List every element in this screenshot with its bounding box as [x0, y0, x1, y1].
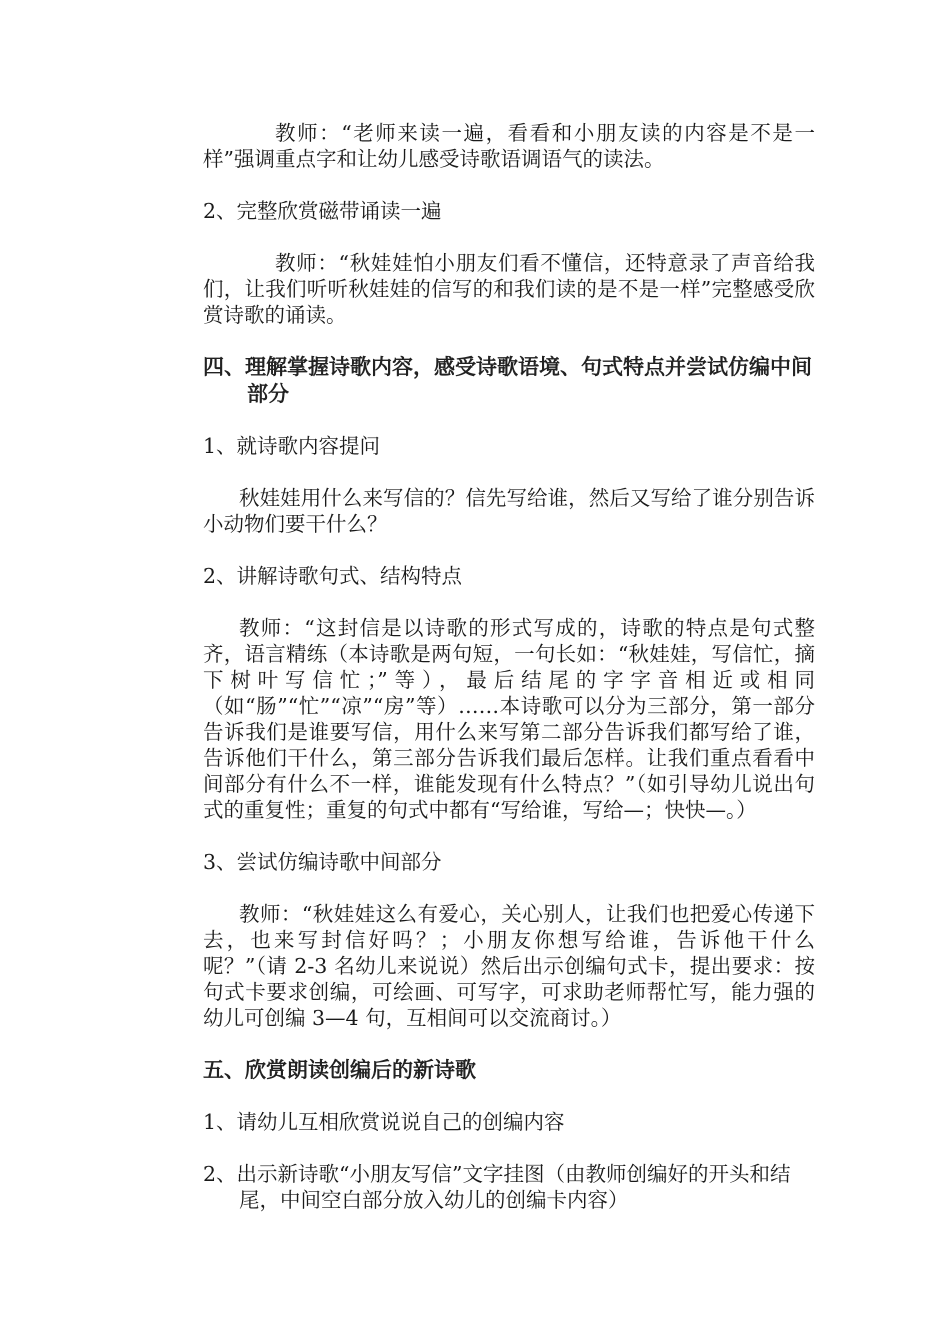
document-page: [203, 120, 815, 1239]
teacher-tape-paragraph: 教师：“秋娃娃怕小朋友们看不懂信，还特意录了声音给我们，让我们听听秋娃娃的信写的和我们读的是不是一样”完整感受欣赏诗歌的诵读。: [203, 251, 815, 327]
step-item-imitate: 3、尝试仿编诗歌中间部分: [203, 850, 442, 874]
step-item-listen-tape: 2、完整欣赏磁带诵读一遍: [203, 199, 442, 223]
imitate-paragraph: 教师：“秋娃娃这么有爱心，关心别人，让我们也把爱心传递下去，也来写封信好吗？；小朋友你想写给谁，告诉他干什么呢？”（请 2-3 名幼儿来说说）然后出示创编句式卡，提出要求：按句式卡要求创编，可绘画、可写字，可求助老师帮忙写，能力强的幼儿可创编 3—4 句，互相间可以交流商讨。）: [203, 902, 815, 1030]
structure-paragraph: 教师：“这封信是以诗歌的形式写成的，诗歌的特点是句式整齐，语言精练（本诗歌是两句短，一句长如：“秋娃娃，写信忙，摘下树叶写信忙；”等），最后结尾的字字音相近或相同（如“肠”“忙”“凉”“房”等）……本诗歌可以分为三部分，第一部分告诉我们是谁要写信，用什么来写第二部分告诉我们都写给了谁，告诉他们干什么，第三部分告诉我们最后怎样。让我们重点看看中间部分有什么不一样，谁能发现有什么特点？”（如引导幼儿说出句式的重复性；重复的句式中都有“写给谁，写给—；快快—。）: [203, 616, 815, 822]
step-item-show-poem: 2、出示新诗歌“小朋友写信”文字挂图（由教师创编好的开头和结尾，中间空白部分放入幼儿的创编卡内容）: [203, 1162, 791, 1212]
question-paragraph: 秋娃娃用什么来写信的？信先写给谁，然后又写给了谁分别告诉小动物们要干什么？: [203, 486, 815, 536]
step-item-appreciate: 1、请幼儿互相欣赏说说自己的创编内容: [203, 1110, 565, 1134]
section-heading-5: 五、欣赏朗读创编后的新诗歌: [203, 1058, 476, 1082]
teacher-read-paragraph: 教师：“老师来读一遍，看看和小朋友读的内容是不是一样”强调重点字和让幼儿感受诗歌语调语气的读法。: [203, 121, 815, 171]
section-heading-4: 四、理解掌握诗歌内容，感受诗歌语境、句式特点并尝试仿编中间部分: [203, 355, 812, 406]
step-item-structure: 2、讲解诗歌句式、结构特点: [203, 564, 463, 588]
step-item-question: 1、就诗歌内容提问: [203, 434, 381, 458]
